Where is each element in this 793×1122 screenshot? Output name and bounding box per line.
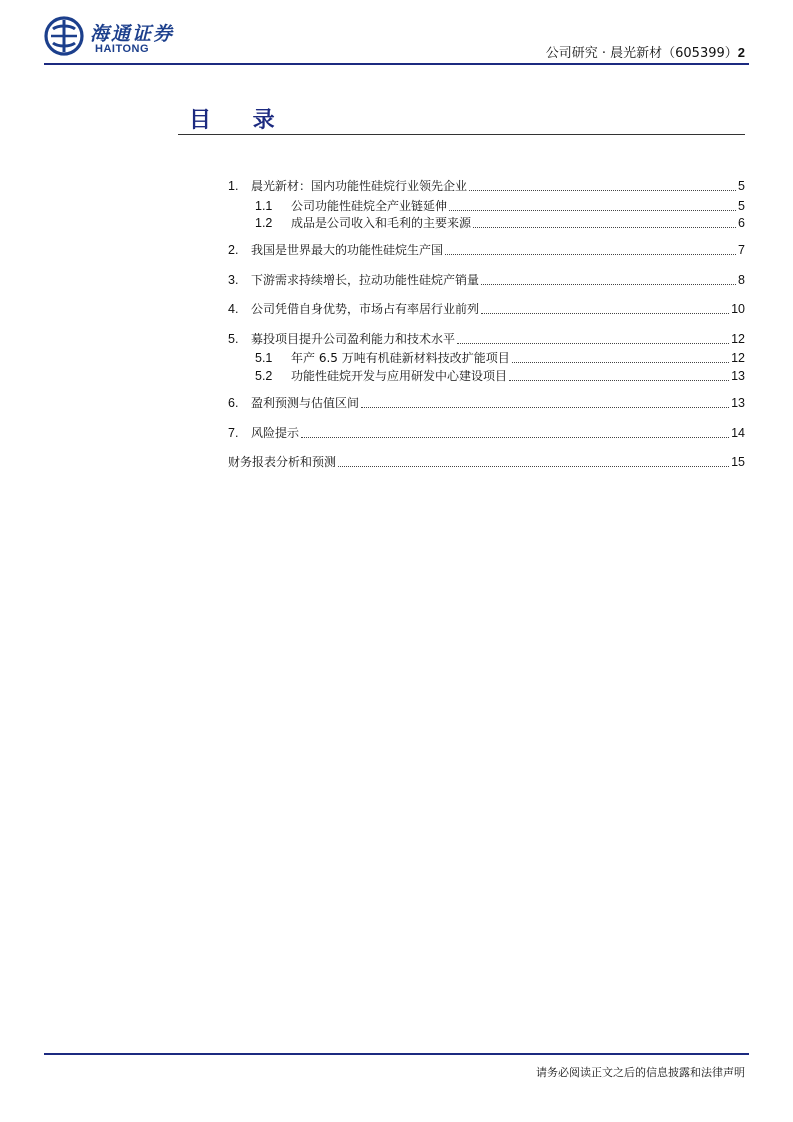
toc-entry-number: 5. [228,332,239,346]
toc-leader-dots [512,362,729,363]
toc-entry-text: 财务报表分析和预测 [228,455,337,469]
toc-leader-dots [469,190,736,191]
toc-entry[interactable] [228,454,745,470]
toc-entry-text: 我国是世界最大的功能性硅烷生产国 [251,243,444,257]
toc-entry-page: 12 [731,351,745,365]
toc-leader-dots [301,437,729,438]
toc-entry-page: 8 [738,273,745,287]
toc-entry-text: 盈利预测与估值区间 [251,396,360,410]
haitong-emblem-icon [44,16,84,56]
toc-leader-dots [473,227,736,228]
toc-entry-page: 15 [731,455,745,469]
toc-entry-text: 公司功能性硅烷全产业链延伸 [291,199,448,213]
toc-entry[interactable] [255,215,745,231]
toc-title: 目 录 [189,108,292,133]
toc-entry[interactable] [228,272,745,288]
toc-entry[interactable] [255,368,745,384]
header-divider [44,63,749,65]
toc-entry-page: 13 [731,396,745,410]
toc-leader-dots [361,407,729,408]
toc-entry-text: 成品是公司收入和毛利的主要来源 [291,216,472,230]
toc-entry-number: 1.1 [255,199,273,213]
toc-leader-dots [449,210,736,211]
toc-entry-number: 3. [228,273,239,287]
toc-leader-dots [338,466,729,467]
toc-entry-number: 2. [228,243,239,257]
toc-entry[interactable] [255,198,745,214]
page-number: 2 [737,45,745,60]
toc-entry-text: 晨光新材：国内功能性硅烷行业领先企业 [251,179,468,193]
toc-leader-dots [457,343,729,344]
report-header-label [546,42,745,61]
toc-leader-dots [445,254,736,255]
toc-title-underline [178,134,745,135]
toc-entry[interactable] [228,395,745,411]
toc-entry-page: 7 [738,243,745,257]
footer-divider [44,1053,749,1055]
toc-entry[interactable] [255,350,745,366]
toc-leader-dots [509,380,729,381]
footer-disclaimer: 请务必阅读正文之后的信息披露和法律声明 [536,1066,745,1079]
toc-entry-page: 6 [738,216,745,230]
toc-entry-number: 1.2 [255,216,273,230]
toc-entry[interactable] [228,425,745,441]
haitong-logo [44,16,194,60]
toc-entry[interactable] [228,178,745,194]
toc-entry-text: 风险提示 [251,426,300,440]
toc-entry-number: 4. [228,302,239,316]
toc-entry[interactable] [228,301,745,317]
toc-entry-number: 5.1 [255,351,273,365]
report-label: 公司研究 · 晨光新材（605399） [545,46,738,61]
toc-entry-page: 10 [731,302,745,316]
toc-entry-page: 13 [731,369,745,383]
toc-entry-number: 6. [228,396,239,410]
toc-entry[interactable] [228,331,745,347]
toc-entry-text: 募投项目提升公司盈利能力和技术水平 [251,332,456,346]
logo-english-name: HAITONG [95,43,150,55]
toc-leader-dots [481,313,729,314]
toc-entry-text: 下游需求持续增长，拉动功能性硅烷产销量 [251,273,480,287]
toc-entry-page: 5 [738,199,745,213]
toc-entry-page: 14 [731,426,745,440]
toc-entry-text: 功能性硅烷开发与应用研发中心建设项目 [291,369,508,383]
logo-chinese-name: 海通证券 [90,23,175,45]
toc-entry-text: 公司凭借自身优势，市场占有率居行业前列 [251,302,480,316]
toc-entry-number: 5.2 [255,369,273,383]
toc-entry-page: 5 [738,179,745,193]
toc-entry-text: 年产 6.5 万吨有机硅新材料技改扩能项目 [291,351,510,365]
toc-leader-dots [481,284,736,285]
toc-entry-number: 7. [228,426,239,440]
toc-entry-page: 12 [731,332,745,346]
toc-entry-number: 1. [228,179,239,193]
toc-entry[interactable] [228,242,745,258]
